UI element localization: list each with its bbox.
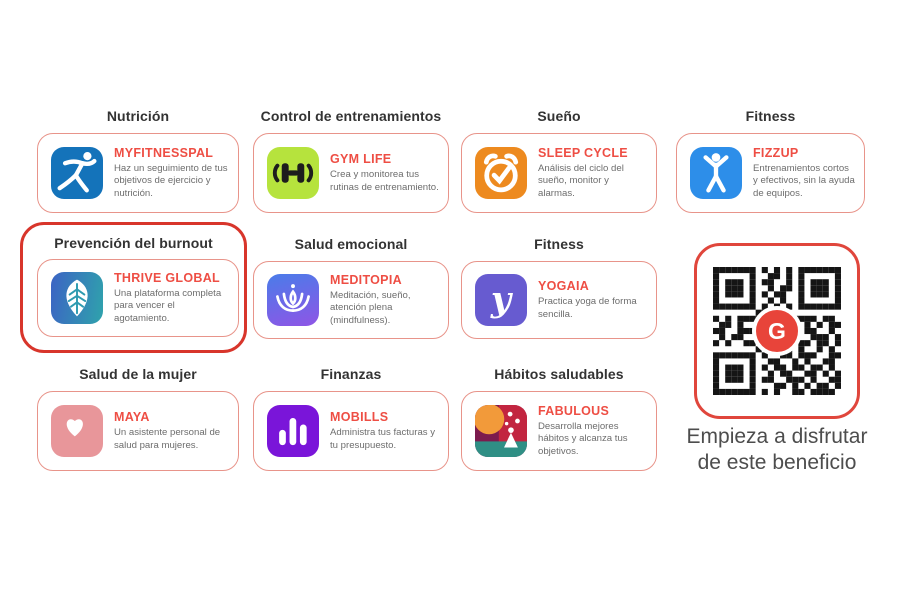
category-title: Salud de la mujer: [79, 366, 197, 382]
fabulous-icon: [475, 405, 527, 457]
app-name: MEDITOPIA: [330, 272, 402, 287]
app-description: Haz un seguimiento de tus objetivos de ejercicio y nutrición.: [114, 162, 228, 199]
app-name: SLEEP CYCLE: [538, 145, 628, 160]
app-card-meditopia: [253, 261, 449, 339]
qr-caption: Empieza a disfrutar de este beneficio: [686, 425, 868, 474]
app-group-finanzas: [253, 366, 449, 471]
app-group-fitness-fizzup: [676, 108, 865, 213]
yogaia-logo-letter: y: [490, 278, 512, 320]
app-card-yogaia: [461, 261, 657, 339]
app-card-gym-life: [253, 133, 449, 213]
app-description: Un asistente personal de salud para mujeres.: [114, 427, 221, 451]
app-name: MOBILLS: [330, 410, 389, 425]
app-name: GYM LIFE: [330, 152, 392, 167]
category-title: Finanzas: [320, 366, 382, 382]
category-title: Control de entrenamientos: [260, 108, 442, 124]
app-card-mobills: [253, 391, 449, 471]
app-card-fabulous: [461, 391, 657, 471]
highlighted-group-prevencion-burnout: [20, 222, 247, 353]
app-name: MYFITNESSPAL: [114, 145, 214, 160]
app-card-maya: [37, 391, 239, 471]
category-title: Fitness: [534, 236, 584, 252]
app-card-thrive-global: [37, 259, 239, 337]
app-name: MAYA: [114, 410, 150, 425]
maya-icon: [51, 405, 103, 457]
app-description: Practica yoga de forma sencilla.: [538, 296, 637, 320]
myfitnesspal-icon: [51, 147, 103, 199]
app-description: Análisis del ciclo del sueño, monitor y alarmas.: [538, 162, 624, 199]
category-title: Hábitos saludables: [494, 366, 624, 382]
app-description: Entrenamientos cortos y efectivos, sin la ayuda de equipos.: [753, 162, 855, 199]
app-group-fitness-yogaia: [461, 236, 657, 339]
category-title: Prevención del burnout: [54, 235, 213, 251]
category-title: Salud emocional: [294, 236, 408, 252]
app-group-sueno: [461, 108, 657, 213]
app-card-fizzup: [676, 133, 865, 213]
mobills-icon: [267, 405, 319, 457]
fizzup-icon: [690, 147, 742, 199]
app-name: THRIVE GLOBAL: [114, 270, 220, 285]
app-group-nutricion: [37, 108, 239, 213]
app-group-habitos-saludables: [461, 366, 657, 471]
category-title: Sueño: [537, 108, 581, 124]
app-group-entrenamientos: [253, 108, 449, 213]
app-description: Administra tus facturas y tu presupuesto.: [330, 427, 436, 451]
app-description: Desarrolla mejores hábitos y alcanza tus objetivos.: [538, 420, 628, 457]
app-name: FABULOUS: [538, 403, 610, 418]
app-card-sleep-cycle: [461, 133, 657, 213]
app-name: FIZZUP: [753, 145, 799, 160]
category-title: Fitness: [745, 108, 796, 124]
meditopia-icon: [267, 274, 319, 326]
yogaia-icon: [475, 274, 527, 326]
thrive-global-icon: [51, 272, 103, 324]
app-description: Crea y monitorea tus rutinas de entrenamiento.: [330, 169, 439, 193]
qr-logo-letter: G: [768, 317, 786, 344]
qr-center-logo: [752, 306, 802, 356]
app-group-salud-mujer: [37, 366, 239, 471]
category-title: Nutrición: [106, 108, 170, 124]
gym-life-icon: [267, 147, 319, 199]
app-description: Meditación, sueño, atención plena (mindfulness).: [330, 289, 411, 326]
sleep-cycle-icon: [475, 147, 527, 199]
app-name: YOGAIA: [538, 279, 590, 294]
app-description: Una plataforma completa para vencer el agotamiento.: [114, 287, 222, 324]
app-group-salud-emocional: [253, 236, 449, 339]
app-card-myfitnesspal: [37, 133, 239, 213]
qr-code-frame: [694, 243, 860, 419]
